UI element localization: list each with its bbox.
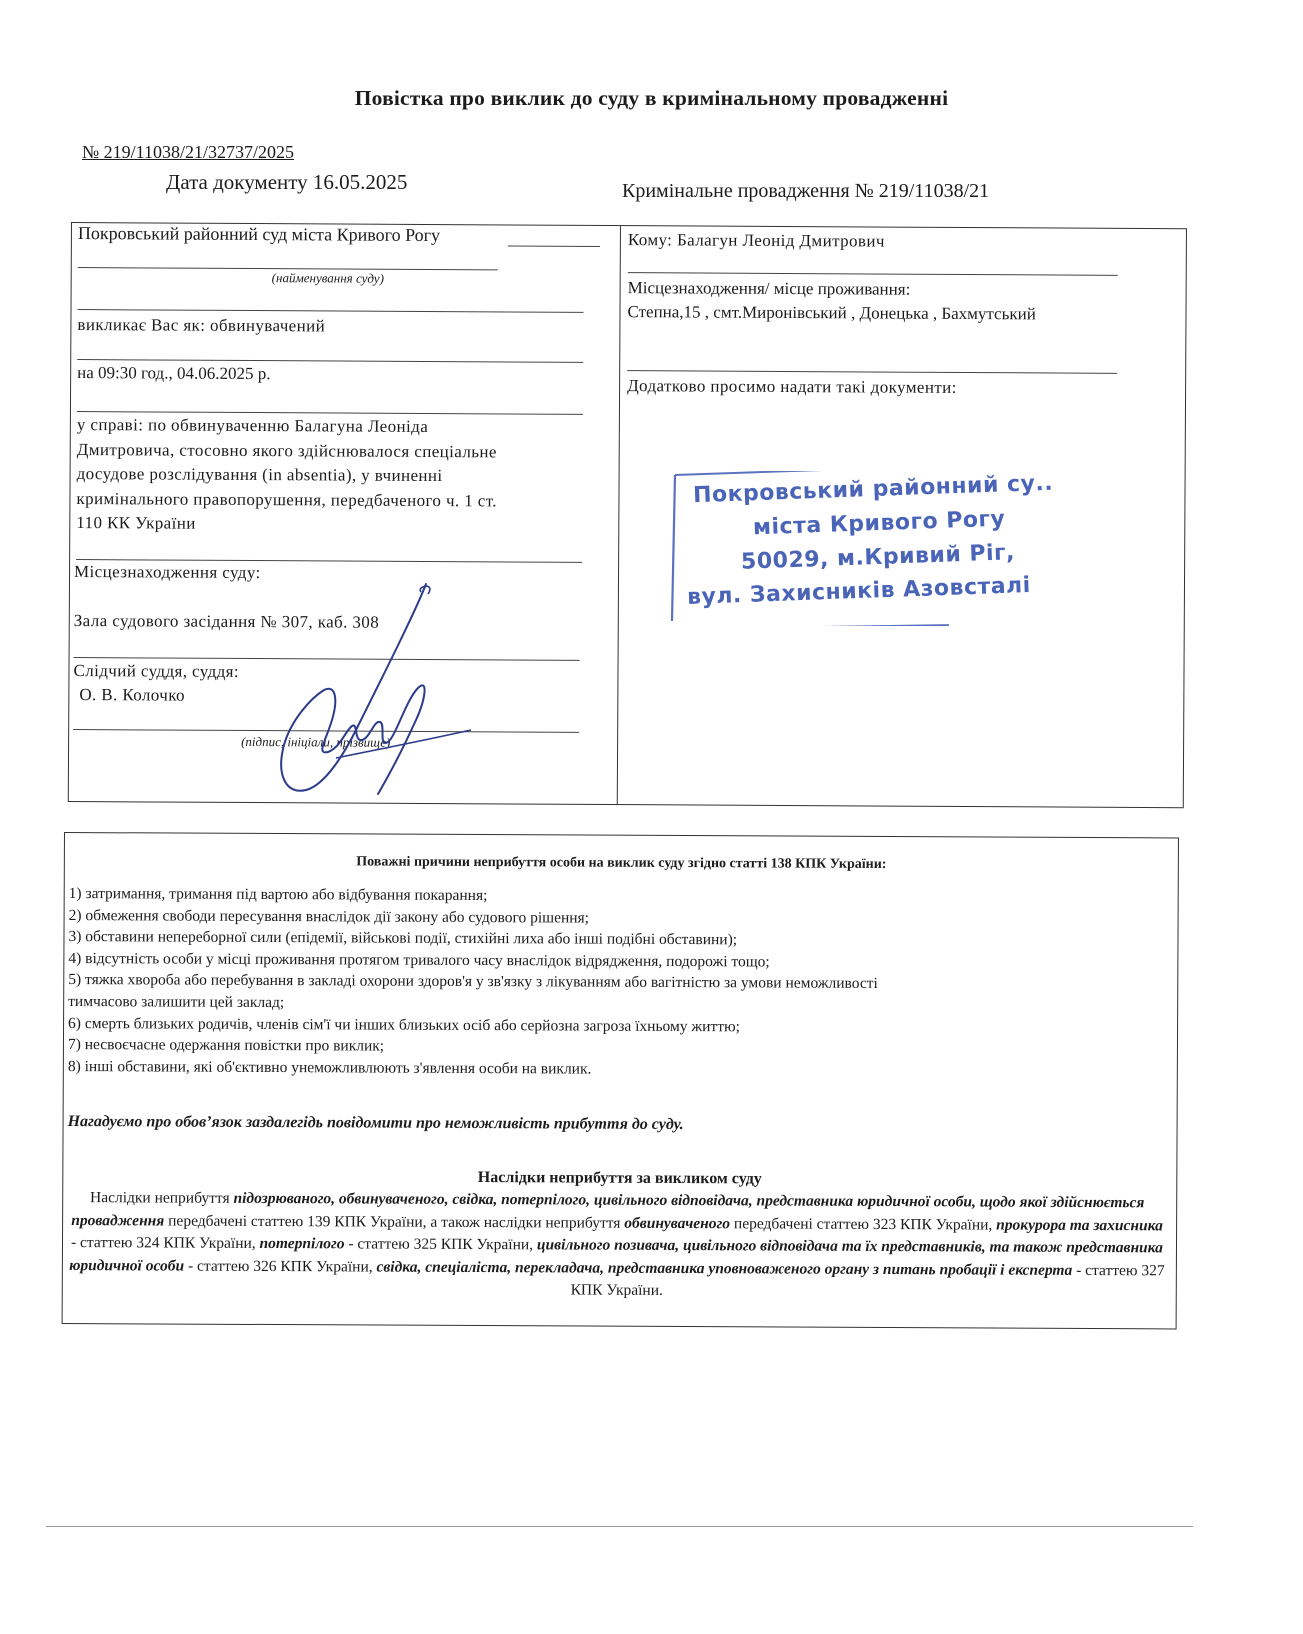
- reasons-title: Поважні причини неприбуття особи на виклик суду згідно статті 138 КПК України:: [356, 854, 887, 873]
- rule: [77, 359, 583, 363]
- rule: [627, 370, 1117, 374]
- court-stamp: [669, 471, 1056, 626]
- hearing-time: на 09:30 год., 04.06.2025 р.: [77, 363, 271, 384]
- summons-role: викликає Вас як: обвинувачений: [77, 315, 326, 336]
- court-name-underline: [508, 245, 600, 247]
- consequences-title: Наслідки неприбуття за викликом суду: [477, 1169, 762, 1188]
- reminder-note: Нагадуємо про обов’язок заздалегідь повідомити про неможливість прибуття до суду.: [67, 1113, 684, 1134]
- court-caption: (найменування суду): [271, 270, 384, 286]
- stamp-line: 50029, м.Кривий Ріг,: [740, 540, 1016, 575]
- judge-name: О. В. Колочко: [79, 685, 185, 705]
- signature-caption: (підпис, ініціали, прізвище): [241, 733, 391, 750]
- list-item: 4) відсутність особи у місці проживання протягом тривалого часу внаслідок відрядження, подорожі тощо;: [68, 949, 770, 971]
- court-location-label: Місцезнаходження суду:: [73, 562, 261, 583]
- documents-request: Додатково просимо надати такі документи:: [627, 376, 957, 397]
- list-item: 8) інші обставини, які об'єктивно унеможливлюють з'явлення особи на виклик.: [67, 1057, 592, 1078]
- rule: [78, 309, 584, 313]
- list-item: 3) обставини непереборної сили (епідемії, військові події, стихійні лиха або інші подібні обставини);: [68, 928, 738, 949]
- list-item: 5) тяжка хвороба або перебування в закладі охорони здоров'я у зв'язку з лікуванням або вагітністю за умови неможливості: [68, 971, 878, 993]
- residence-address: Степна,15 , смт.Миронівський , Донецька , Бахмутський: [627, 302, 1036, 324]
- document-number: № 219/11038/21/32737/2025: [82, 142, 295, 162]
- courtroom: Зала судового засідання № 307, каб. 308: [73, 611, 380, 632]
- document-title: Повістка про виклик до суду в кримінальному провадженні: [354, 86, 949, 110]
- list-item: 7) несвоєчасне одержання повістки про виклик;: [67, 1036, 385, 1055]
- reasons-list: [68, 883, 1159, 1083]
- rule: [628, 272, 1118, 276]
- case-number: Кримінальне провадження № 219/11038/21: [622, 180, 990, 202]
- stamp-line: вул. Захисників Азовсталі: [686, 573, 1032, 610]
- judge-label: Слідчий суддя, суддя:: [73, 661, 240, 681]
- judge-signature: [266, 580, 478, 800]
- page-bottom-rule: [46, 1526, 1193, 1527]
- list-item: 6) смерть близьких родичів, членів сім'ї чи інших близьких осіб або серйозна загроза їхньому життю;: [68, 1014, 740, 1035]
- list-item: тимчасово залишити цей заклад;: [68, 992, 285, 1012]
- recipient: Кому: Балагун Леонід Дмитрович: [627, 230, 885, 251]
- court-name: Покровський районний суд міста Кривого Рогу: [77, 223, 441, 246]
- list-item: 1) затримання, тримання під вартою або відбування покарання;: [68, 885, 488, 905]
- stamp-line: міста Кривого Рогу: [752, 506, 1006, 541]
- residence-label: Місцезнаходження/ місце проживання:: [627, 278, 911, 299]
- reasons-box: [62, 832, 1179, 1329]
- stamp-line: Покровський районний су..: [692, 470, 1054, 509]
- case-description: у справі: по обвинуваченню Балагуна Леоніда Дмитровича, стосовно якого здійснювалося спеціальне досудове розслідування (in absentia), у вчиненні кримінального правопорушення, передбаченого ч. 1 ст. 110 КК України: [76, 415, 498, 533]
- list-item: 2) обмеження свободи пересування внаслідок дії закону або судового рішення;: [68, 906, 590, 927]
- column-divider: [617, 226, 621, 804]
- consequences-text: Наслідки неприбуття підозрюваного, обвинуваченого, свідка, потерпілого, цивільного відповідача, представника юридичної особи, щодо якої здійснюється провадження передбачені статтею 139 КПК України, а також наслідки неприбуття обвинуваченого передбачені статтею 323 КПК України, прокурора та захисника - статтею 324 КПК України, потерпілого - статтею 325 КПК України, цивільного позивача, цивільного відповідача та їх представників, та також представника юридичної особи - статтею 326 КПК України, свідка, спеціаліста, перекладача, представника уповноваженого органу з питань пробації і експерта - статтею 327 КПК України.: [69, 1189, 1165, 1299]
- document-date: Дата документу 16.05.2025: [166, 170, 408, 194]
